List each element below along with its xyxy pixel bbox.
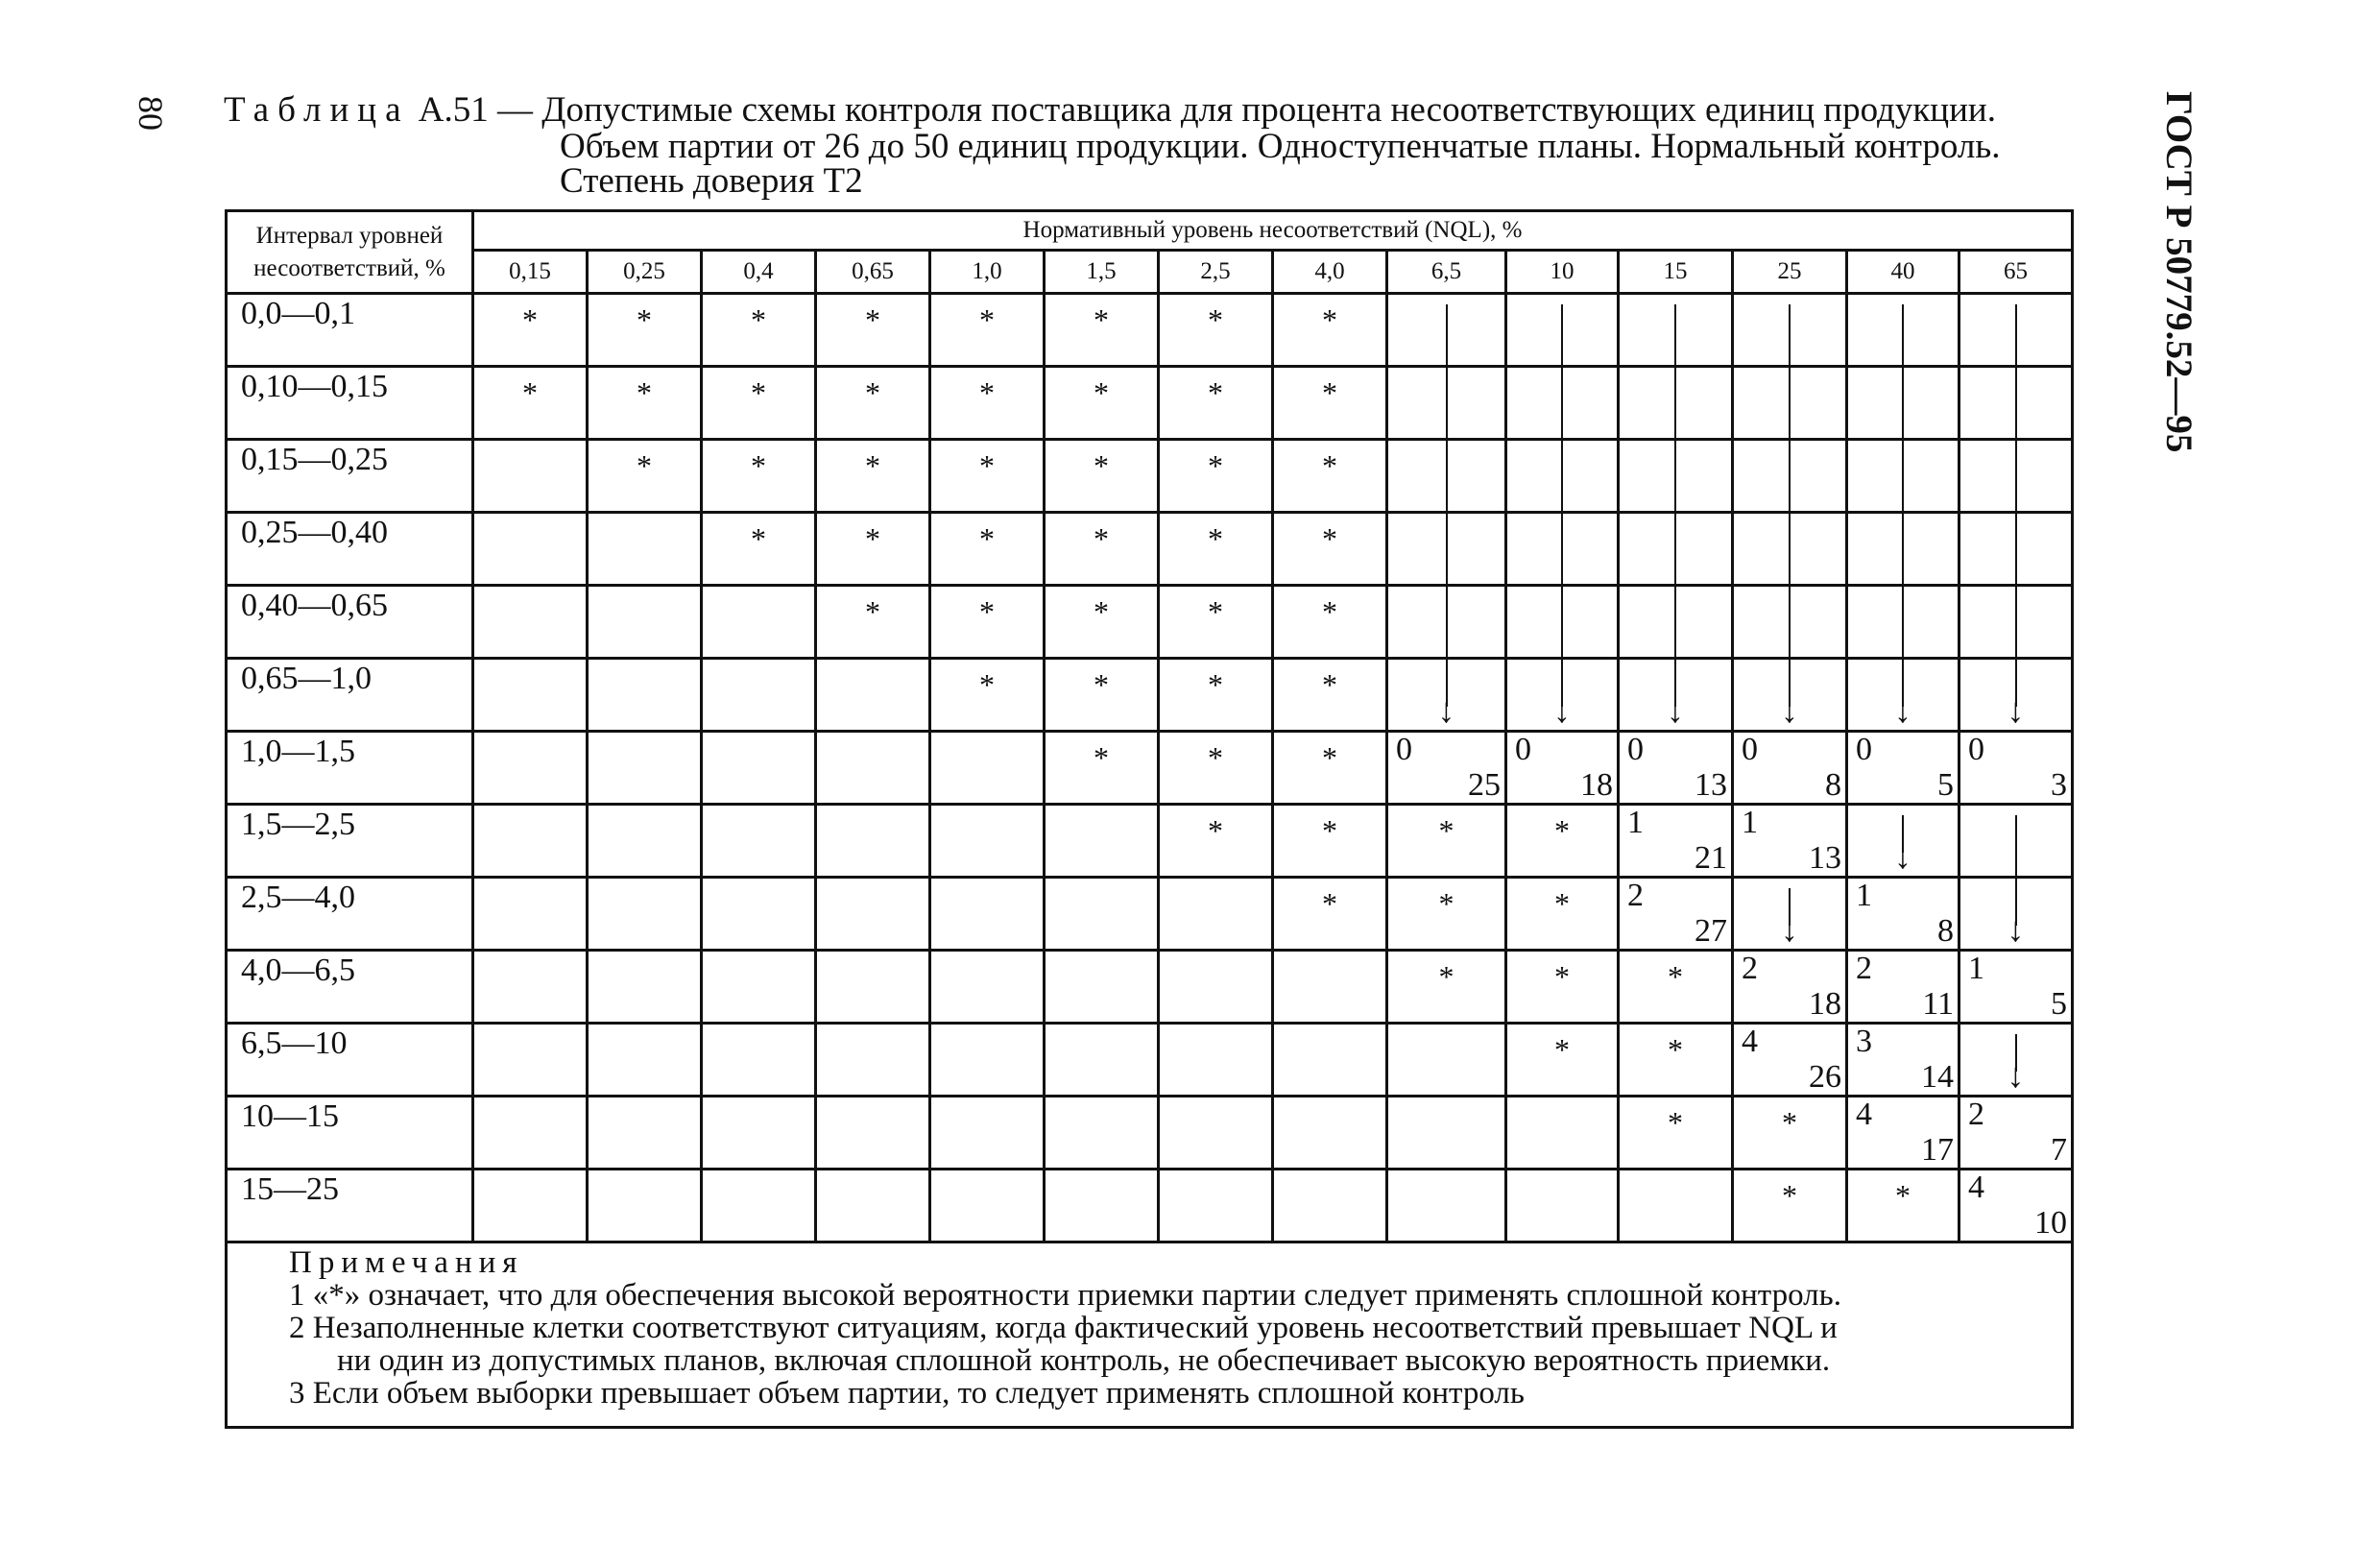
sample-size: 8 xyxy=(1937,913,1954,949)
empty-cell xyxy=(930,1097,1045,1170)
interval-cell: 0,10—0,15 xyxy=(227,367,473,440)
empty-cell xyxy=(702,732,816,805)
acceptance-number: 4 xyxy=(1968,1170,1984,1205)
empty-cell xyxy=(702,951,816,1024)
interval-cell: 4,0—6,5 xyxy=(227,951,473,1024)
empty-cell xyxy=(1619,1170,1733,1242)
arrow-line xyxy=(1847,586,1959,659)
plan-cell xyxy=(1733,805,1847,878)
acceptance-number: 2 xyxy=(1968,1097,1984,1132)
nql-column-header: 6,5 xyxy=(1387,251,1506,294)
arrow-line xyxy=(1959,805,2073,878)
sample-size: 18 xyxy=(1580,767,1613,803)
sample-size: 25 xyxy=(1468,767,1501,803)
empty-cell xyxy=(1045,878,1159,951)
plan-cell xyxy=(1959,951,2073,1024)
arrow-line xyxy=(1387,513,1506,586)
empty-cell xyxy=(816,1097,930,1170)
full-inspection-cell xyxy=(1619,951,1733,1024)
standard-designation: ГОСТ Р 50779.52—95 xyxy=(2158,91,2200,453)
arrow-line xyxy=(1733,440,1847,513)
nql-column-header: 40 xyxy=(1847,251,1959,294)
plan-cell xyxy=(1959,1170,2073,1242)
empty-cell xyxy=(473,805,588,878)
full-inspection-cell xyxy=(930,367,1045,440)
nql-column-header: 0,25 xyxy=(588,251,702,294)
full-inspection-cell xyxy=(1506,878,1619,951)
table-caption-line-3: Степень доверия Т2 xyxy=(560,161,863,201)
acceptance-number: 1 xyxy=(1968,951,1984,986)
empty-cell xyxy=(588,513,702,586)
full-inspection-cell xyxy=(1273,659,1387,732)
arrow-line xyxy=(1733,367,1847,440)
nql-column-header: 15 xyxy=(1619,251,1733,294)
empty-cell xyxy=(1273,1170,1387,1242)
acceptance-number: 0 xyxy=(1742,732,1758,767)
arrow-line xyxy=(1959,513,2073,586)
empty-cell xyxy=(588,878,702,951)
empty-cell xyxy=(588,1024,702,1097)
table-row xyxy=(227,805,2073,878)
full-inspection-cell xyxy=(1159,513,1273,586)
interval-cell: 1,5—2,5 xyxy=(227,805,473,878)
acceptance-number: 0 xyxy=(1515,732,1531,767)
empty-cell xyxy=(930,878,1045,951)
plan-cell xyxy=(1733,951,1847,1024)
arrow-line xyxy=(1506,513,1619,586)
empty-cell xyxy=(1387,1170,1506,1242)
empty-cell xyxy=(473,878,588,951)
interval-cell: 0,65—1,0 xyxy=(227,659,473,732)
interval-cell: 0,25—0,40 xyxy=(227,513,473,586)
acceptance-number: 1 xyxy=(1627,805,1644,840)
full-inspection-cell xyxy=(1045,586,1159,659)
full-inspection-cell xyxy=(702,440,816,513)
down-arrow-icon xyxy=(1733,878,1847,951)
acceptance-number: 0 xyxy=(1856,732,1872,767)
empty-cell xyxy=(702,878,816,951)
nql-column-header: 0,4 xyxy=(702,251,816,294)
empty-cell xyxy=(473,1170,588,1242)
full-inspection-cell xyxy=(1273,732,1387,805)
sample-size: 11 xyxy=(1922,986,1954,1022)
acceptance-number: 4 xyxy=(1742,1024,1758,1059)
arrow-line xyxy=(1506,440,1619,513)
empty-cell xyxy=(1045,1170,1159,1242)
empty-cell xyxy=(588,659,702,732)
empty-cell xyxy=(473,1024,588,1097)
nql-column-header: 0,65 xyxy=(816,251,930,294)
full-inspection-cell xyxy=(1159,805,1273,878)
nql-header: Нормативный уровень несоответствий (NQL), % xyxy=(473,211,2073,251)
acceptance-number: 1 xyxy=(1856,878,1872,913)
arrow-line xyxy=(1847,440,1959,513)
interval-header: Интервал уровней несоответствий, % xyxy=(227,211,473,294)
empty-cell xyxy=(1045,805,1159,878)
arrow-line xyxy=(1733,513,1847,586)
acceptance-number: 0 xyxy=(1396,732,1412,767)
interval-cell: 0,0—0,1 xyxy=(227,294,473,367)
empty-cell xyxy=(702,1170,816,1242)
full-inspection-cell xyxy=(816,294,930,367)
arrow-line xyxy=(1387,440,1506,513)
full-inspection-cell xyxy=(1045,294,1159,367)
full-inspection-cell xyxy=(1506,805,1619,878)
full-inspection-cell xyxy=(702,367,816,440)
full-inspection-cell xyxy=(1273,294,1387,367)
arrow-line xyxy=(1959,440,2073,513)
plan-cell xyxy=(1619,878,1733,951)
note-3: 3 Если объем выборки превышает объем партии, то следует применять сплошной контроль xyxy=(289,1376,1525,1411)
full-inspection-cell xyxy=(1159,440,1273,513)
interval-cell: 2,5—4,0 xyxy=(227,878,473,951)
empty-cell xyxy=(930,951,1045,1024)
table-row xyxy=(227,294,2073,367)
empty-cell xyxy=(702,586,816,659)
notes-title: Примечания xyxy=(289,1245,524,1280)
empty-cell xyxy=(1045,951,1159,1024)
empty-cell xyxy=(930,1170,1045,1242)
plan-cell xyxy=(1959,732,2073,805)
down-arrow-icon xyxy=(1619,659,1733,732)
table-row xyxy=(227,732,2073,805)
empty-cell xyxy=(702,659,816,732)
full-inspection-cell xyxy=(1045,513,1159,586)
full-inspection-cell xyxy=(930,513,1045,586)
full-inspection-cell xyxy=(1159,586,1273,659)
table-row xyxy=(227,951,2073,1024)
empty-cell xyxy=(1273,951,1387,1024)
full-inspection-cell xyxy=(1045,659,1159,732)
empty-cell xyxy=(930,1024,1045,1097)
down-arrow-icon xyxy=(1847,805,1959,878)
empty-cell xyxy=(816,878,930,951)
empty-cell xyxy=(1273,1097,1387,1170)
empty-cell xyxy=(816,951,930,1024)
full-inspection-cell xyxy=(1273,586,1387,659)
plan-cell xyxy=(1847,951,1959,1024)
empty-cell xyxy=(816,659,930,732)
nql-column-header: 65 xyxy=(1959,251,2073,294)
interval-cell: 15—25 xyxy=(227,1170,473,1242)
arrow-line xyxy=(1387,367,1506,440)
empty-cell xyxy=(473,440,588,513)
empty-cell xyxy=(473,659,588,732)
full-inspection-cell xyxy=(702,294,816,367)
full-inspection-cell xyxy=(702,513,816,586)
sample-size: 7 xyxy=(2051,1132,2067,1168)
empty-cell xyxy=(1159,1097,1273,1170)
down-arrow-icon xyxy=(1847,659,1959,732)
empty-cell xyxy=(816,1024,930,1097)
empty-cell xyxy=(816,1170,930,1242)
full-inspection-cell xyxy=(1387,878,1506,951)
empty-cell xyxy=(1159,951,1273,1024)
header-row-main xyxy=(227,211,2073,251)
acceptance-number: 1 xyxy=(1742,805,1758,840)
empty-cell xyxy=(816,732,930,805)
full-inspection-cell xyxy=(1273,513,1387,586)
table-row xyxy=(227,367,2073,440)
arrow-line xyxy=(1619,440,1733,513)
arrow-line xyxy=(1959,294,2073,367)
sample-size: 26 xyxy=(1809,1059,1841,1095)
full-inspection-cell xyxy=(1733,1097,1847,1170)
table-row xyxy=(227,1024,2073,1097)
arrow-line xyxy=(1733,294,1847,367)
arrow-line xyxy=(1619,367,1733,440)
arrow-line xyxy=(1387,586,1506,659)
down-arrow-icon xyxy=(1959,659,2073,732)
nql-column-header: 2,5 xyxy=(1159,251,1273,294)
full-inspection-cell xyxy=(1387,951,1506,1024)
nql-column-header: 25 xyxy=(1733,251,1847,294)
table-row xyxy=(227,659,2073,732)
table-row xyxy=(227,586,2073,659)
full-inspection-cell xyxy=(1506,951,1619,1024)
empty-cell xyxy=(1045,1024,1159,1097)
plan-cell xyxy=(1619,805,1733,878)
nql-column-header: 10 xyxy=(1506,251,1619,294)
full-inspection-cell xyxy=(930,586,1045,659)
arrow-line xyxy=(1619,586,1733,659)
arrow-line xyxy=(1619,294,1733,367)
full-inspection-cell xyxy=(1733,1170,1847,1242)
empty-cell xyxy=(1387,1097,1506,1170)
full-inspection-cell xyxy=(1045,732,1159,805)
acceptance-number: 4 xyxy=(1856,1097,1872,1132)
arrow-line xyxy=(1733,586,1847,659)
full-inspection-cell xyxy=(1159,659,1273,732)
full-inspection-cell xyxy=(816,513,930,586)
plan-cell xyxy=(1959,1097,2073,1170)
sample-size: 10 xyxy=(2034,1205,2067,1241)
full-inspection-cell xyxy=(930,659,1045,732)
empty-cell xyxy=(473,586,588,659)
table-caption-text: А.51 — Допустимые схемы контроля поставщика для процента несоответствующих единиц продукции. xyxy=(418,90,1996,130)
full-inspection-cell xyxy=(1847,1170,1959,1242)
table-row xyxy=(227,513,2073,586)
plan-cell xyxy=(1387,732,1506,805)
sample-size: 8 xyxy=(1825,767,1841,803)
full-inspection-cell xyxy=(473,294,588,367)
full-inspection-cell xyxy=(1506,1024,1619,1097)
nql-column-header: 4,0 xyxy=(1273,251,1387,294)
interval-cell: 1,0—1,5 xyxy=(227,732,473,805)
full-inspection-cell xyxy=(1159,367,1273,440)
sample-size: 13 xyxy=(1809,840,1841,876)
down-arrow-icon xyxy=(1733,659,1847,732)
notes-row xyxy=(227,1242,2073,1428)
down-arrow-icon xyxy=(1959,878,2073,951)
interval-cell: 0,15—0,25 xyxy=(227,440,473,513)
full-inspection-cell xyxy=(588,367,702,440)
table-row xyxy=(227,1097,2073,1170)
full-inspection-cell xyxy=(816,440,930,513)
interval-cell: 0,40—0,65 xyxy=(227,586,473,659)
table-caption-label: Таблица xyxy=(224,90,410,130)
sample-size: 3 xyxy=(2051,767,2067,803)
down-arrow-icon xyxy=(1506,659,1619,732)
table-caption-line-2: Объем партии от 26 до 50 единиц продукции. Одноступенчатые планы. Нормальный контроль. xyxy=(560,127,2001,166)
full-inspection-cell xyxy=(930,294,1045,367)
arrow-line xyxy=(1506,586,1619,659)
interval-cell: 10—15 xyxy=(227,1097,473,1170)
full-inspection-cell xyxy=(1159,732,1273,805)
sample-size: 14 xyxy=(1921,1059,1954,1095)
nql-column-header: 1,0 xyxy=(930,251,1045,294)
full-inspection-cell xyxy=(930,440,1045,513)
table-row xyxy=(227,440,2073,513)
empty-cell xyxy=(473,732,588,805)
arrow-line xyxy=(1959,367,2073,440)
plan-cell xyxy=(1847,1024,1959,1097)
page-number: 80 xyxy=(132,96,170,131)
empty-cell xyxy=(473,951,588,1024)
arrow-line xyxy=(1506,294,1619,367)
empty-cell xyxy=(588,805,702,878)
empty-cell xyxy=(588,1170,702,1242)
full-inspection-cell xyxy=(816,586,930,659)
full-inspection-cell xyxy=(1619,1097,1733,1170)
plan-cell xyxy=(1847,878,1959,951)
table-row xyxy=(227,878,2073,951)
sample-size: 18 xyxy=(1809,986,1841,1022)
empty-cell xyxy=(588,1097,702,1170)
note-2-continuation: ни один из допустимых планов, включая сплошной контроль, не обеспечивает высокую вероятность приемки. xyxy=(337,1343,1831,1378)
full-inspection-cell xyxy=(1387,805,1506,878)
interval-cell: 6,5—10 xyxy=(227,1024,473,1097)
sample-size: 17 xyxy=(1921,1132,1954,1168)
plan-cell xyxy=(1619,732,1733,805)
full-inspection-cell xyxy=(1045,440,1159,513)
arrow-line xyxy=(1619,513,1733,586)
arrow-line xyxy=(1506,367,1619,440)
full-inspection-cell xyxy=(1273,367,1387,440)
acceptance-number: 3 xyxy=(1856,1024,1872,1059)
plan-cell xyxy=(1847,1097,1959,1170)
acceptance-number: 0 xyxy=(1627,732,1644,767)
sample-size: 27 xyxy=(1695,913,1727,949)
plan-cell xyxy=(1506,732,1619,805)
plan-cell xyxy=(1733,1024,1847,1097)
note-1: 1 «*» означает, что для обеспечения высокой вероятности приемки партии следует применять сплошной контроль. xyxy=(289,1278,1841,1313)
empty-cell xyxy=(1159,1170,1273,1242)
sample-size: 5 xyxy=(1937,767,1954,803)
empty-cell xyxy=(588,586,702,659)
note-2: 2 Незаполненные клетки соответствуют ситуациям, когда фактический уровень несоответствий превышает NQL и xyxy=(289,1311,1838,1345)
plan-cell xyxy=(1733,732,1847,805)
plan-cell xyxy=(1847,732,1959,805)
empty-cell xyxy=(1045,1097,1159,1170)
header-row-columns xyxy=(227,251,2073,294)
empty-cell xyxy=(1506,1097,1619,1170)
full-inspection-cell xyxy=(588,294,702,367)
acceptance-number: 2 xyxy=(1742,951,1758,986)
nql-column-header: 0,15 xyxy=(473,251,588,294)
nql-column-header: 1,5 xyxy=(1045,251,1159,294)
full-inspection-cell xyxy=(1159,294,1273,367)
full-inspection-cell xyxy=(816,367,930,440)
arrow-line xyxy=(1959,586,2073,659)
arrow-line xyxy=(1847,513,1959,586)
empty-cell xyxy=(816,805,930,878)
arrow-line xyxy=(1387,294,1506,367)
empty-cell xyxy=(473,513,588,586)
arrow-line xyxy=(1847,294,1959,367)
full-inspection-cell xyxy=(1273,440,1387,513)
empty-cell xyxy=(930,732,1045,805)
table-row xyxy=(227,1170,2073,1242)
full-inspection-cell xyxy=(1045,367,1159,440)
acceptance-plans-table xyxy=(225,209,2074,1429)
empty-cell xyxy=(1273,1024,1387,1097)
empty-cell xyxy=(1506,1170,1619,1242)
acceptance-number: 2 xyxy=(1627,878,1644,913)
notes-cell xyxy=(227,1242,2073,1428)
acceptance-number: 2 xyxy=(1856,951,1872,986)
full-inspection-cell xyxy=(588,440,702,513)
empty-cell xyxy=(702,1024,816,1097)
sample-size: 5 xyxy=(2051,986,2067,1022)
acceptance-number: 0 xyxy=(1968,732,1984,767)
arrow-line xyxy=(1847,367,1959,440)
down-arrow-icon xyxy=(1959,1024,2073,1097)
empty-cell xyxy=(473,1097,588,1170)
empty-cell xyxy=(1159,878,1273,951)
sample-size: 21 xyxy=(1695,840,1727,876)
empty-cell xyxy=(1159,1024,1273,1097)
sample-size: 13 xyxy=(1695,767,1727,803)
full-inspection-cell xyxy=(1619,1024,1733,1097)
empty-cell xyxy=(588,951,702,1024)
empty-cell xyxy=(702,805,816,878)
empty-cell xyxy=(1387,1024,1506,1097)
table-caption-line-1 xyxy=(224,90,1996,130)
empty-cell xyxy=(702,1097,816,1170)
empty-cell xyxy=(588,732,702,805)
full-inspection-cell xyxy=(473,367,588,440)
full-inspection-cell xyxy=(1273,878,1387,951)
full-inspection-cell xyxy=(1273,805,1387,878)
empty-cell xyxy=(930,805,1045,878)
down-arrow-icon xyxy=(1387,659,1506,732)
